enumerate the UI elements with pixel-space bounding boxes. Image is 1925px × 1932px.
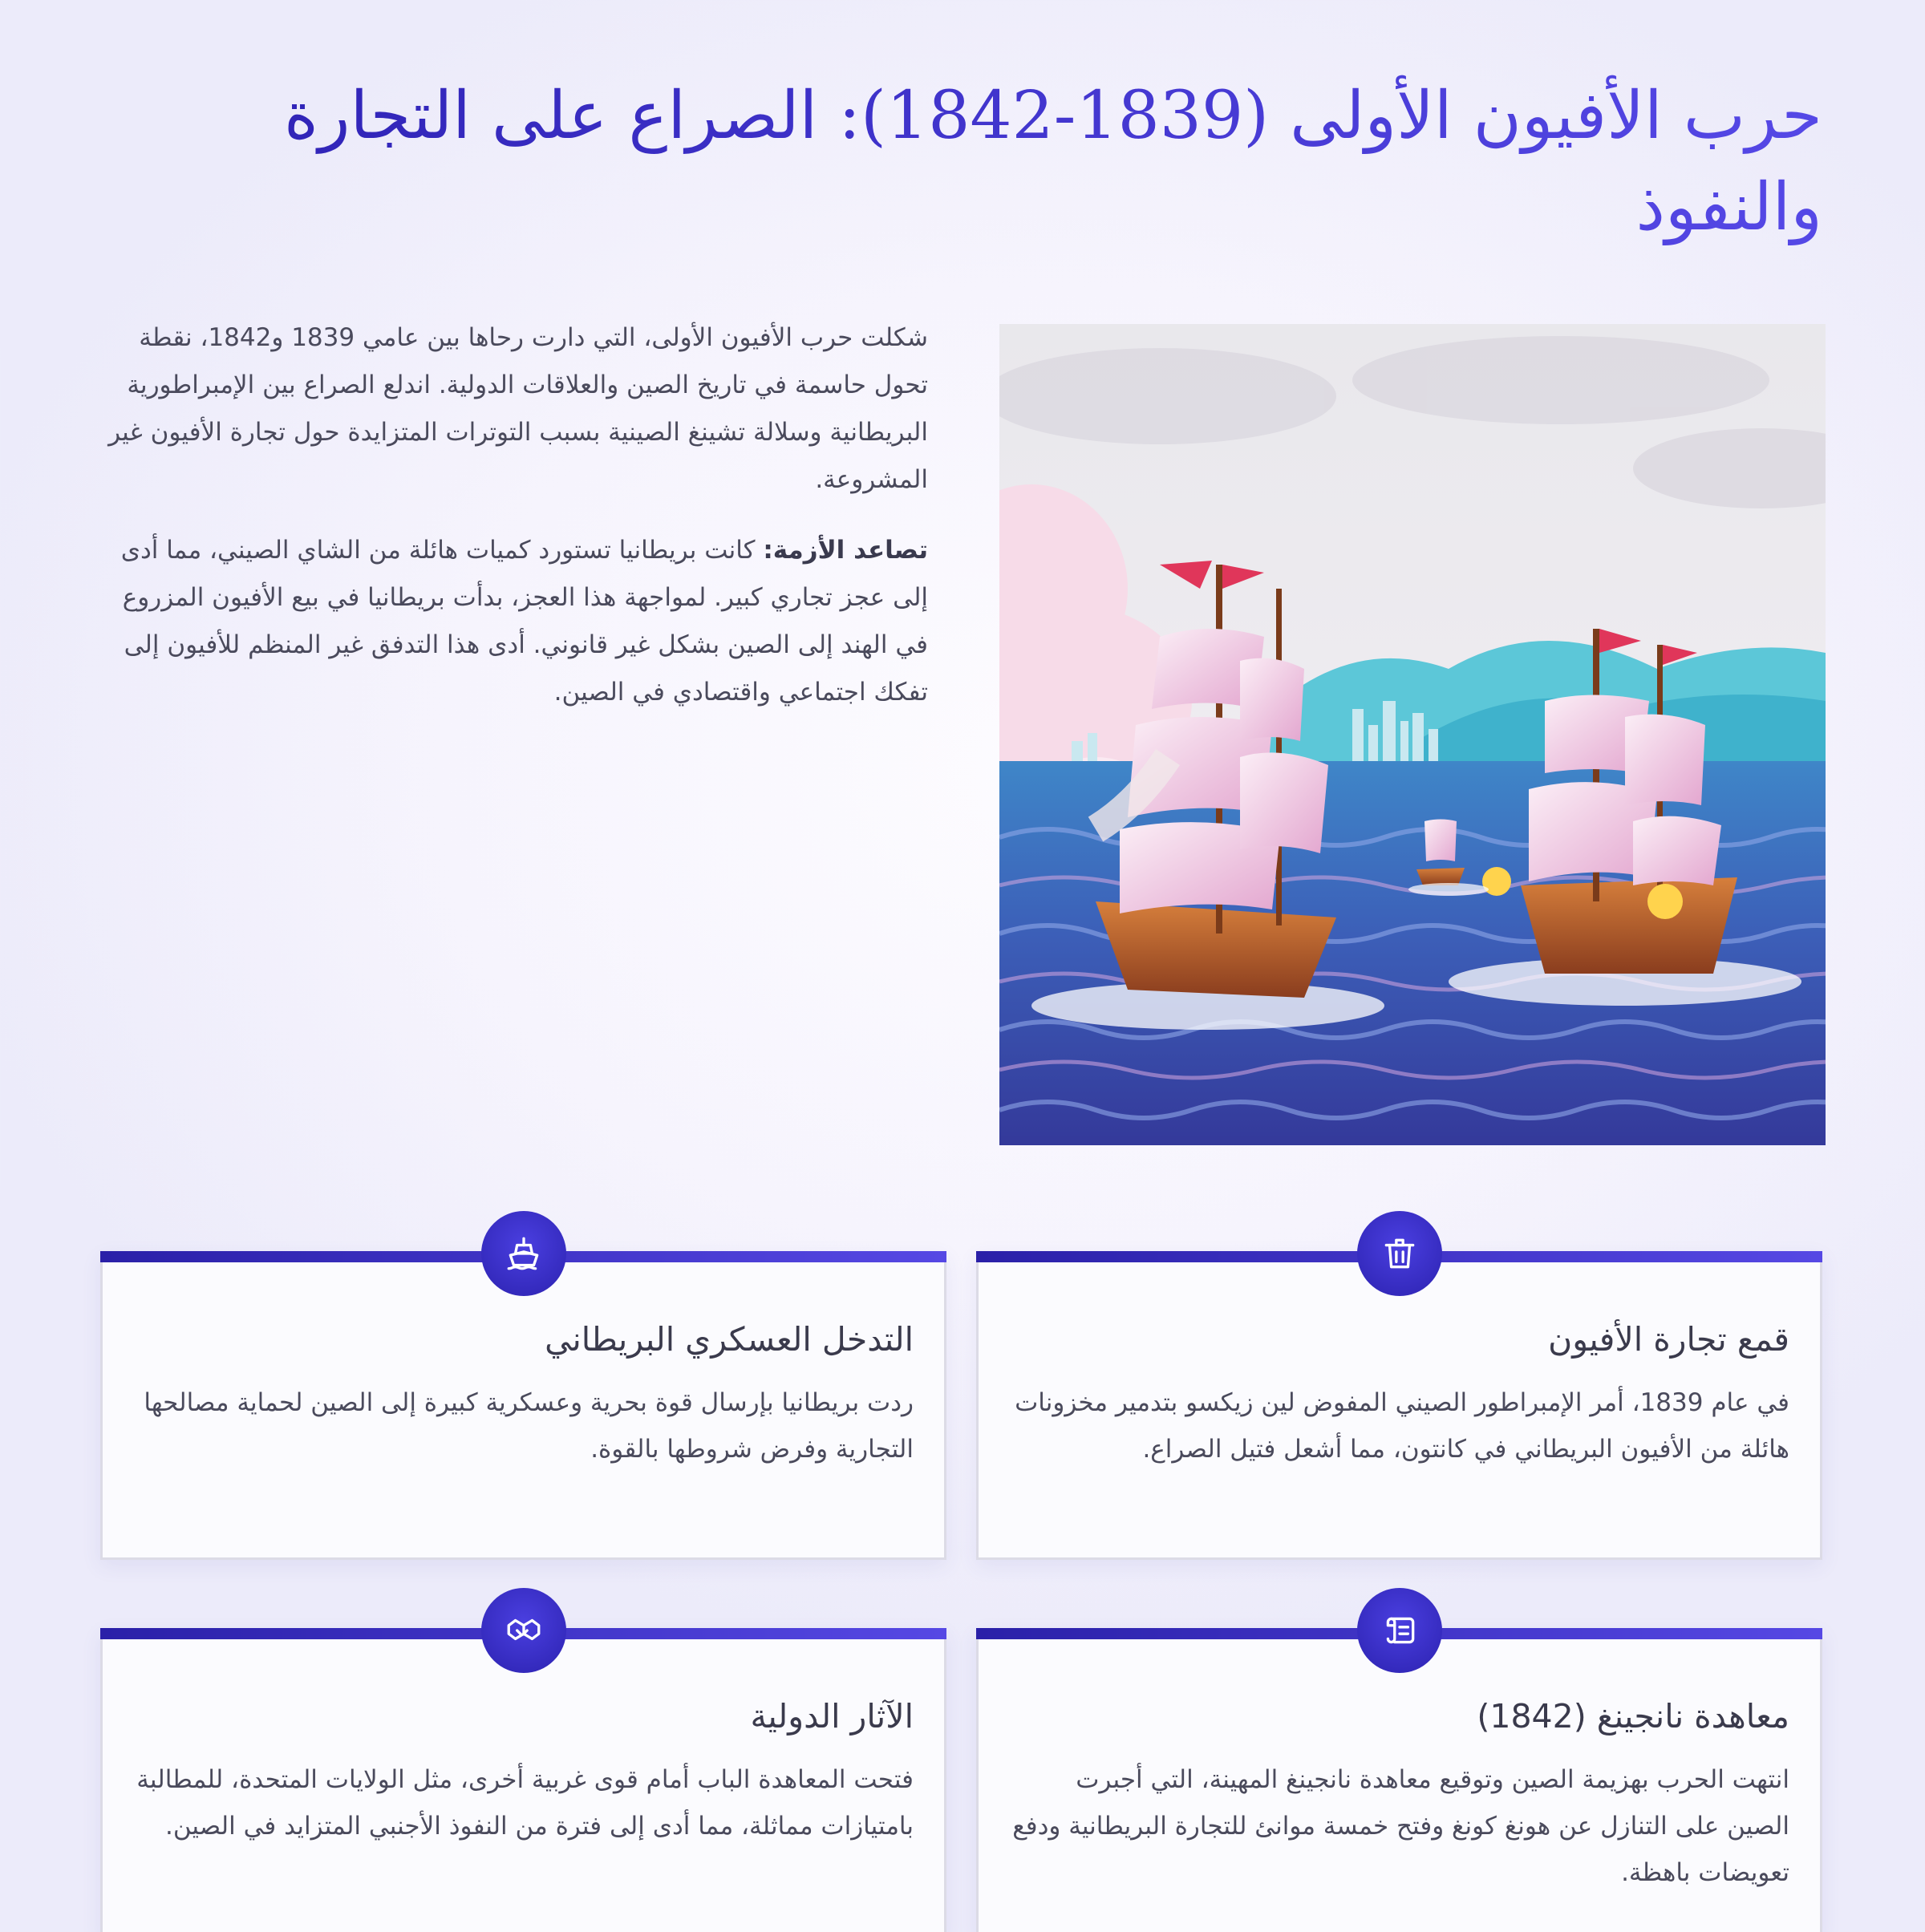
card-title: التدخل العسكري البريطاني [545,1320,914,1359]
handshake-icon [504,1610,544,1651]
trash-can-icon [1380,1233,1420,1274]
scroll-icon [1380,1610,1420,1651]
card-title: الآثار الدولية [750,1697,914,1736]
card-badge [1357,1211,1442,1296]
card-british-intervention [100,1251,946,1560]
card-text: انتهت الحرب بهزيمة الصين وتوقيع معاهدة نانجينغ المهينة، التي أجبرت الصين على التنازل عن هونغ كونغ وفتح خمسة موانئ للتجارة البريطانية ودفع تعويضات باهظة. [1012,1765,1789,1887]
card-badge [1357,1588,1442,1673]
crisis-text: كانت بريطانيا تستورد كميات هائلة من الشاي الصيني، مما أدى إلى عجز تجاري كبير. لمواجهة هذا العجز، بدأت بريطانيا في بيع الأفيون المزروع في الهند إلى الصين بشكل غير قانوني. أدى هذا التدفق غير المنظم للأفيون إلى تفكك اجتماعي واقتصادي في الصين. [120,536,928,707]
card-international-impact [100,1628,946,1932]
intro-paragraph-2 [100,527,928,716]
crisis-label: تصاعد الأزمة: [763,536,928,565]
card-badge [481,1211,566,1296]
card-text: فتحت المعاهدة الباب أمام قوى غربية أخرى، مثل الولايات المتحدة، للمطالبة بامتيازات مماثلة، مما أدى إلى فترة من النفوذ الأجنبي المتزايد في الصين. [136,1765,914,1841]
card-title: معاهدة نانجينغ (1842) [1477,1697,1789,1736]
card-badge [481,1588,566,1673]
ship-icon [504,1233,544,1274]
card-nanjing-treaty [976,1628,1822,1932]
card-opium-suppression [976,1251,1822,1560]
card-title: قمع تجارة الأفيون [1548,1320,1789,1359]
hero-image-sailing-ships [999,324,1826,1145]
card-text: ردت بريطانيا بإرسال قوة بحرية وعسكرية كبيرة إلى الصين لحماية مصالحها التجارية وفرض شروطها بالقوة. [144,1388,914,1464]
page-title: حرب الأفيون الأولى (1839-1842): الصراع على التجارة والنفوذ [218,71,1822,253]
intro-text [100,314,928,739]
card-text: في عام 1839، أمر الإمبراطور الصيني المفوض لين زيكسو بتدمير مخزونات هائلة من الأفيون البريطاني في كانتون، مما أشعل فتيل الصراع. [1015,1388,1789,1464]
intro-paragraph-1: شكلت حرب الأفيون الأولى، التي دارت رحاها بين عامي 1839 و1842، نقطة تحول حاسمة في تاريخ الصين والعلاقات الدولية. اندلع الصراع بين الإمبراطورية البريطانية وسلالة تشينغ الصينية بسبب التوترات المتزايدة حول تجارة الأفيون غير المشروعة. [108,323,928,494]
